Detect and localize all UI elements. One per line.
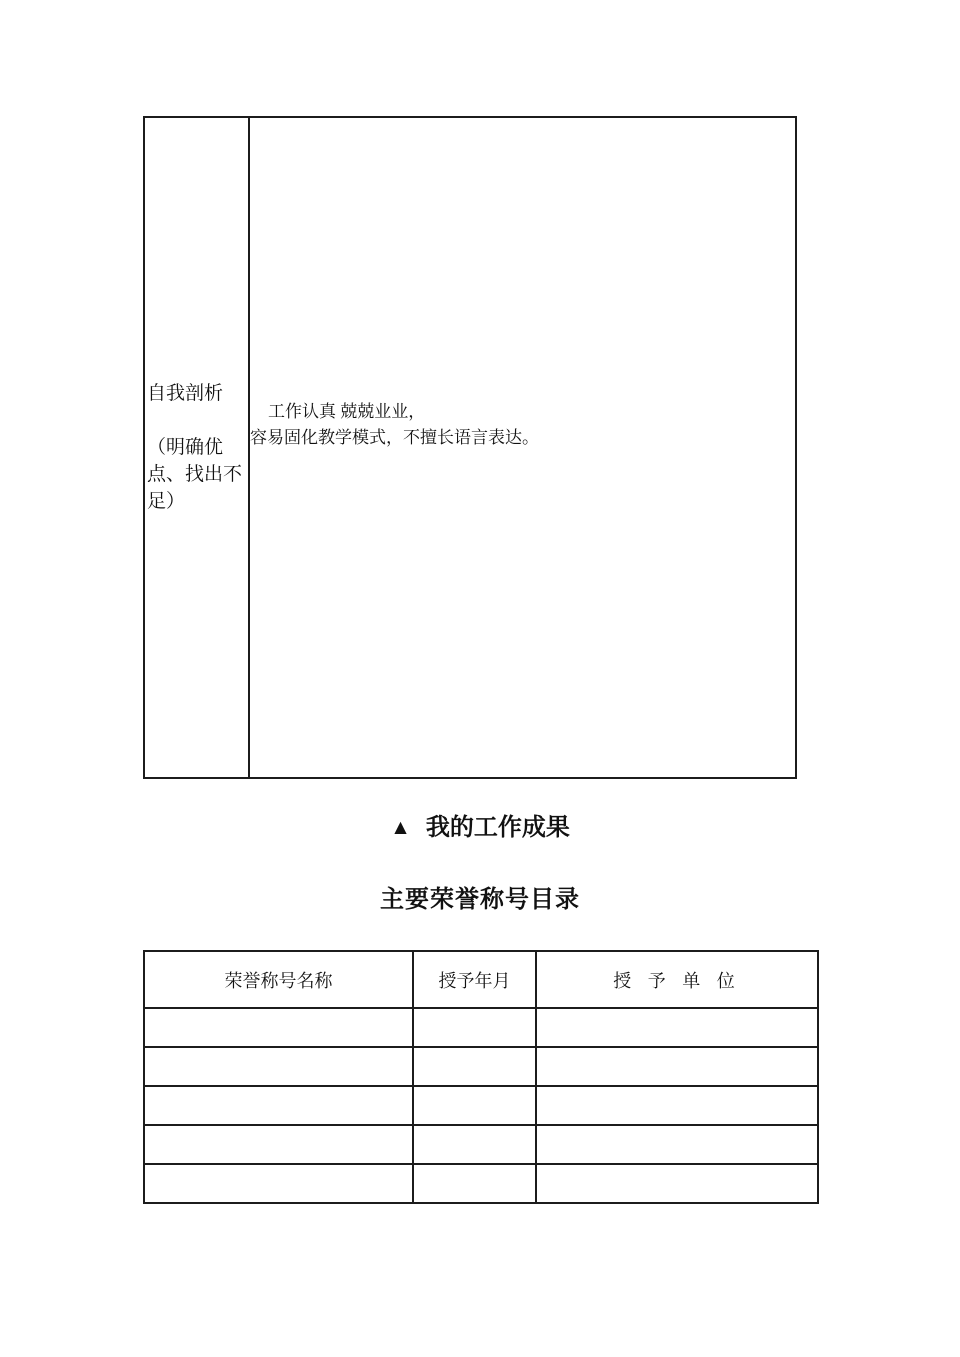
self-analysis-content-cell[interactable] xyxy=(250,118,795,777)
label-line: （明确优 xyxy=(147,437,224,458)
honor-table-cell[interactable] xyxy=(536,1008,818,1047)
honor-table-row xyxy=(144,1008,818,1047)
honor-table-cell[interactable] xyxy=(413,1086,536,1125)
honor-table-cell[interactable] xyxy=(144,1125,413,1164)
subsection-heading: 主要荣誉称号目录 xyxy=(380,887,580,913)
honor-table-row xyxy=(144,1086,818,1125)
content-line: 容易固化教学模式，不擅长语言表达。 xyxy=(250,428,539,447)
honor-table-cell[interactable] xyxy=(413,1047,536,1086)
honor-table-header-date: 授予年月 xyxy=(413,951,536,1008)
honor-table-cell[interactable] xyxy=(144,1008,413,1047)
honor-table-row xyxy=(144,1047,818,1086)
label-line: 足） xyxy=(147,491,186,512)
honor-table-cell[interactable] xyxy=(536,1125,818,1164)
label-line: 点、找出不 xyxy=(147,464,243,485)
honor-table-header-row xyxy=(144,951,818,1008)
content-line: 工作认真 兢兢业业， xyxy=(268,402,426,421)
honor-table-cell[interactable] xyxy=(536,1047,818,1086)
self-analysis-table xyxy=(143,116,797,779)
section-heading-text: 我的工作成果 xyxy=(425,815,570,841)
honor-table-cell[interactable] xyxy=(413,1008,536,1047)
honor-table-cell[interactable] xyxy=(144,1047,413,1086)
self-analysis-label-cell xyxy=(145,118,250,777)
honor-table-cell[interactable] xyxy=(413,1125,536,1164)
label-line xyxy=(147,407,247,434)
label-line: 自我剖析 xyxy=(147,383,224,404)
honor-table-cell[interactable] xyxy=(413,1164,536,1203)
honor-table-cell[interactable] xyxy=(536,1164,818,1203)
section-heading xyxy=(0,811,960,844)
honor-table-row xyxy=(144,1164,818,1203)
triangle-icon: ▲ xyxy=(390,815,411,839)
honor-table-cell[interactable] xyxy=(144,1086,413,1125)
honor-table-header-name: 荣誉称号名称 xyxy=(144,951,413,1008)
honor-table-cell[interactable] xyxy=(536,1086,818,1125)
honor-table-cell[interactable] xyxy=(144,1164,413,1203)
honor-table-row xyxy=(144,1125,818,1164)
honor-table-header-org: 授 予 单 位 xyxy=(536,951,818,1008)
honor-table-body xyxy=(144,1008,818,1203)
honor-title-table xyxy=(143,950,819,1204)
